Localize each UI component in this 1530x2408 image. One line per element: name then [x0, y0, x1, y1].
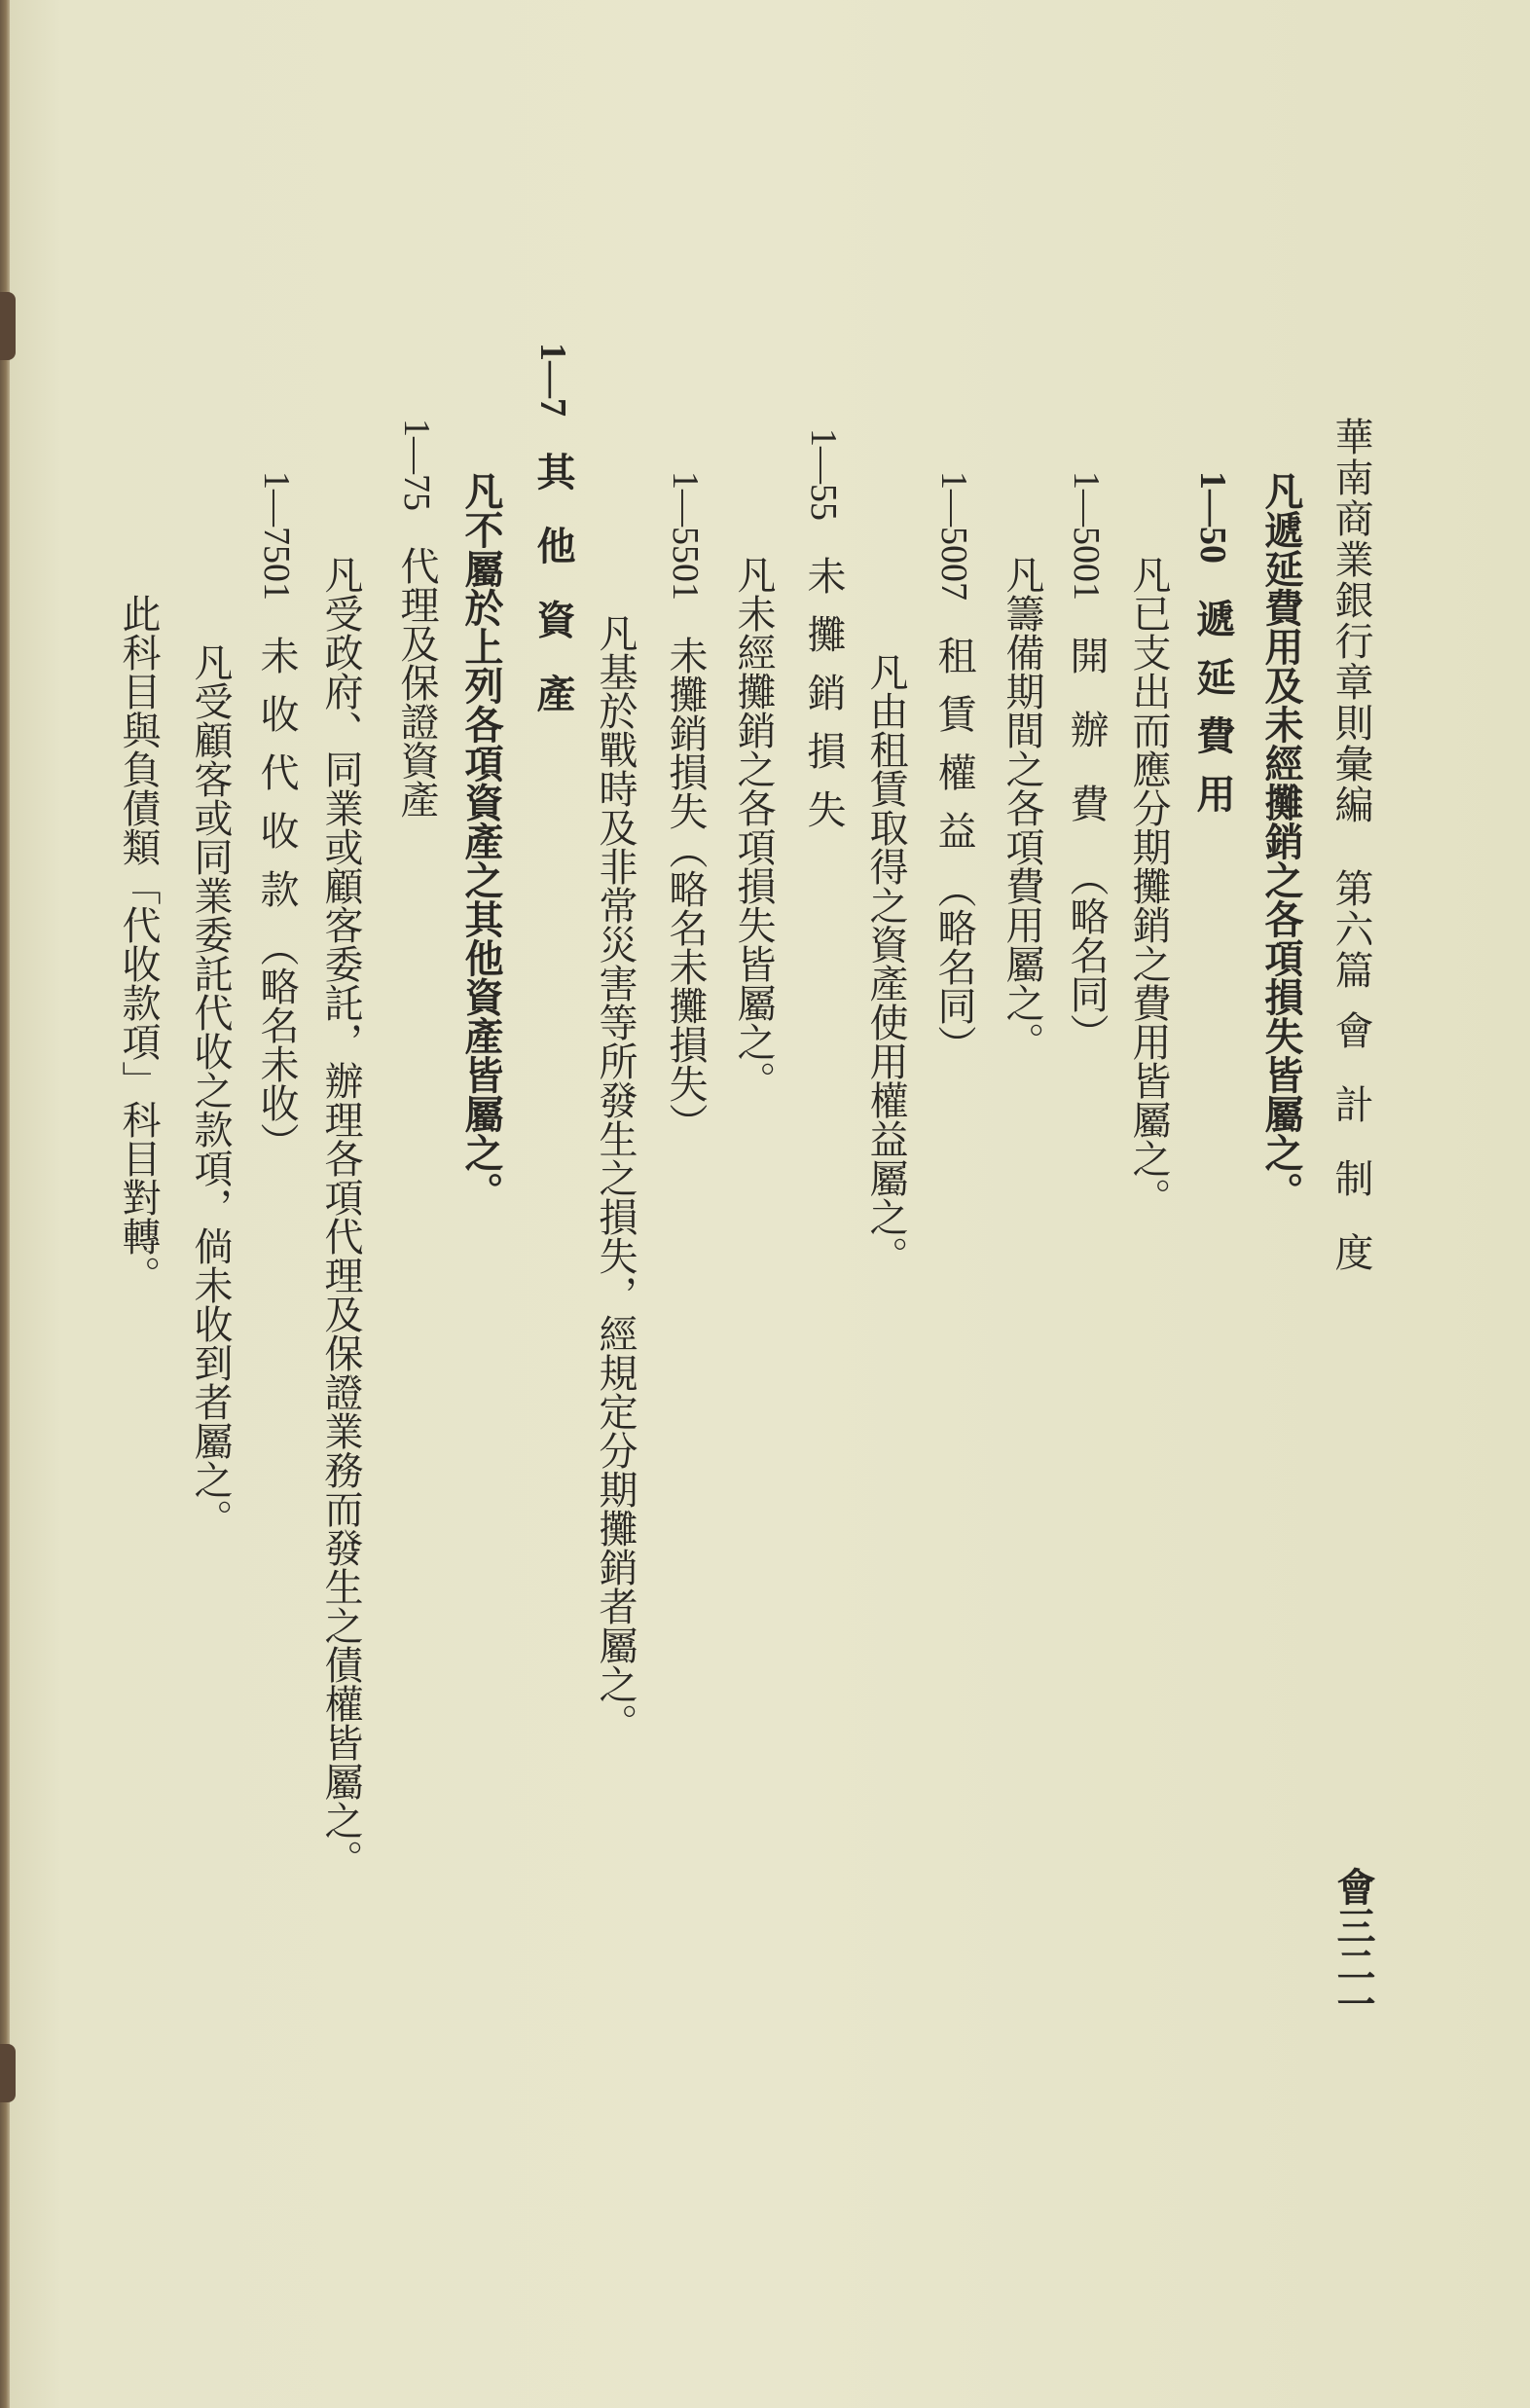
- account-code: 1—5001: [1066, 471, 1107, 601]
- account-title: 遞延費用: [1190, 599, 1236, 832]
- entry-heading-1-5001: [1064, 471, 1109, 1052]
- section-label: 第六篇: [1329, 868, 1373, 991]
- entry-heading-1-50: [1190, 471, 1236, 832]
- account-abbreviation: （略名未攤損失）: [663, 830, 708, 1142]
- account-abbreviation: （略名同）: [1064, 857, 1109, 1052]
- intro-text: 凡遞延費用及未經攤銷之各項損失皆屬之。: [1258, 471, 1304, 1211]
- account-title: 未攤銷損失: [663, 636, 708, 830]
- account-code: 1—75: [396, 419, 437, 511]
- entry-heading-1-5501: [663, 471, 708, 1142]
- account-title: 其他資產: [530, 452, 576, 748]
- entry-description-1-7: 凡不屬於上列各項資產之其他資產皆屬之。: [458, 471, 504, 1211]
- entry-heading-1-55: [801, 428, 846, 848]
- account-title: 未攤銷損失: [801, 556, 846, 848]
- entry-description-1-5001: 凡籌備期間之各項費用屬之。: [1000, 555, 1044, 1061]
- page-edge-tear: [0, 292, 16, 360]
- account-abbreviation: （略名未收）: [254, 928, 299, 1161]
- entry-heading-1-7501: [254, 471, 299, 1161]
- chapter-label: 會計制度: [1329, 1010, 1373, 1306]
- account-title: 開辦費: [1064, 636, 1109, 857]
- book-title: 華南商業銀行章則彙編: [1329, 417, 1373, 825]
- entry-description-1-7501: 凡受顧客或同業委託代收之款項，倘未收到者屬之。: [188, 642, 233, 1538]
- entry-heading-1-5007: [931, 471, 976, 1064]
- account-title: 代理及保證資產: [394, 546, 439, 819]
- entry-heading-1-7: [530, 343, 576, 748]
- account-code: 1—5501: [665, 471, 706, 601]
- account-title: 未收代收款: [254, 636, 299, 928]
- account-code: 1—50: [1192, 471, 1233, 564]
- entry-description-1-55: 凡未經攤銷之各項損失皆屬之。: [731, 555, 776, 1100]
- entry-note-1-7501: 此科目與負債類「代收款項」科目對轉。: [116, 594, 161, 1295]
- entry-description-1-75: 凡受政府、同業或顧客委託，辦理各項代理及保證業務而發生之債權皆屬之。: [318, 555, 363, 1879]
- entry-description-1-5501: 凡基於戰時及非常災害等所發生之損失，經規定分期攤銷者屬之。: [593, 613, 638, 1742]
- account-code: 1—7: [532, 343, 573, 417]
- page-number: 會三二一: [1330, 1867, 1376, 2023]
- running-header: [1329, 417, 1373, 1306]
- account-abbreviation: （略名同）: [931, 869, 976, 1064]
- entry-heading-1-75: [394, 419, 439, 819]
- page-edge-tear: [0, 2044, 16, 2102]
- account-code: 1—5007: [933, 471, 974, 601]
- account-code: 1—55: [803, 428, 844, 521]
- entry-description-1-50: 凡已支出而應分期攤銷之費用皆屬之。: [1126, 555, 1171, 1217]
- account-title: 租賃權益: [931, 636, 976, 869]
- account-code: 1—7501: [256, 471, 297, 601]
- entry-description-1-5007: 凡由租賃取得之資產使用權益屬之。: [863, 652, 908, 1275]
